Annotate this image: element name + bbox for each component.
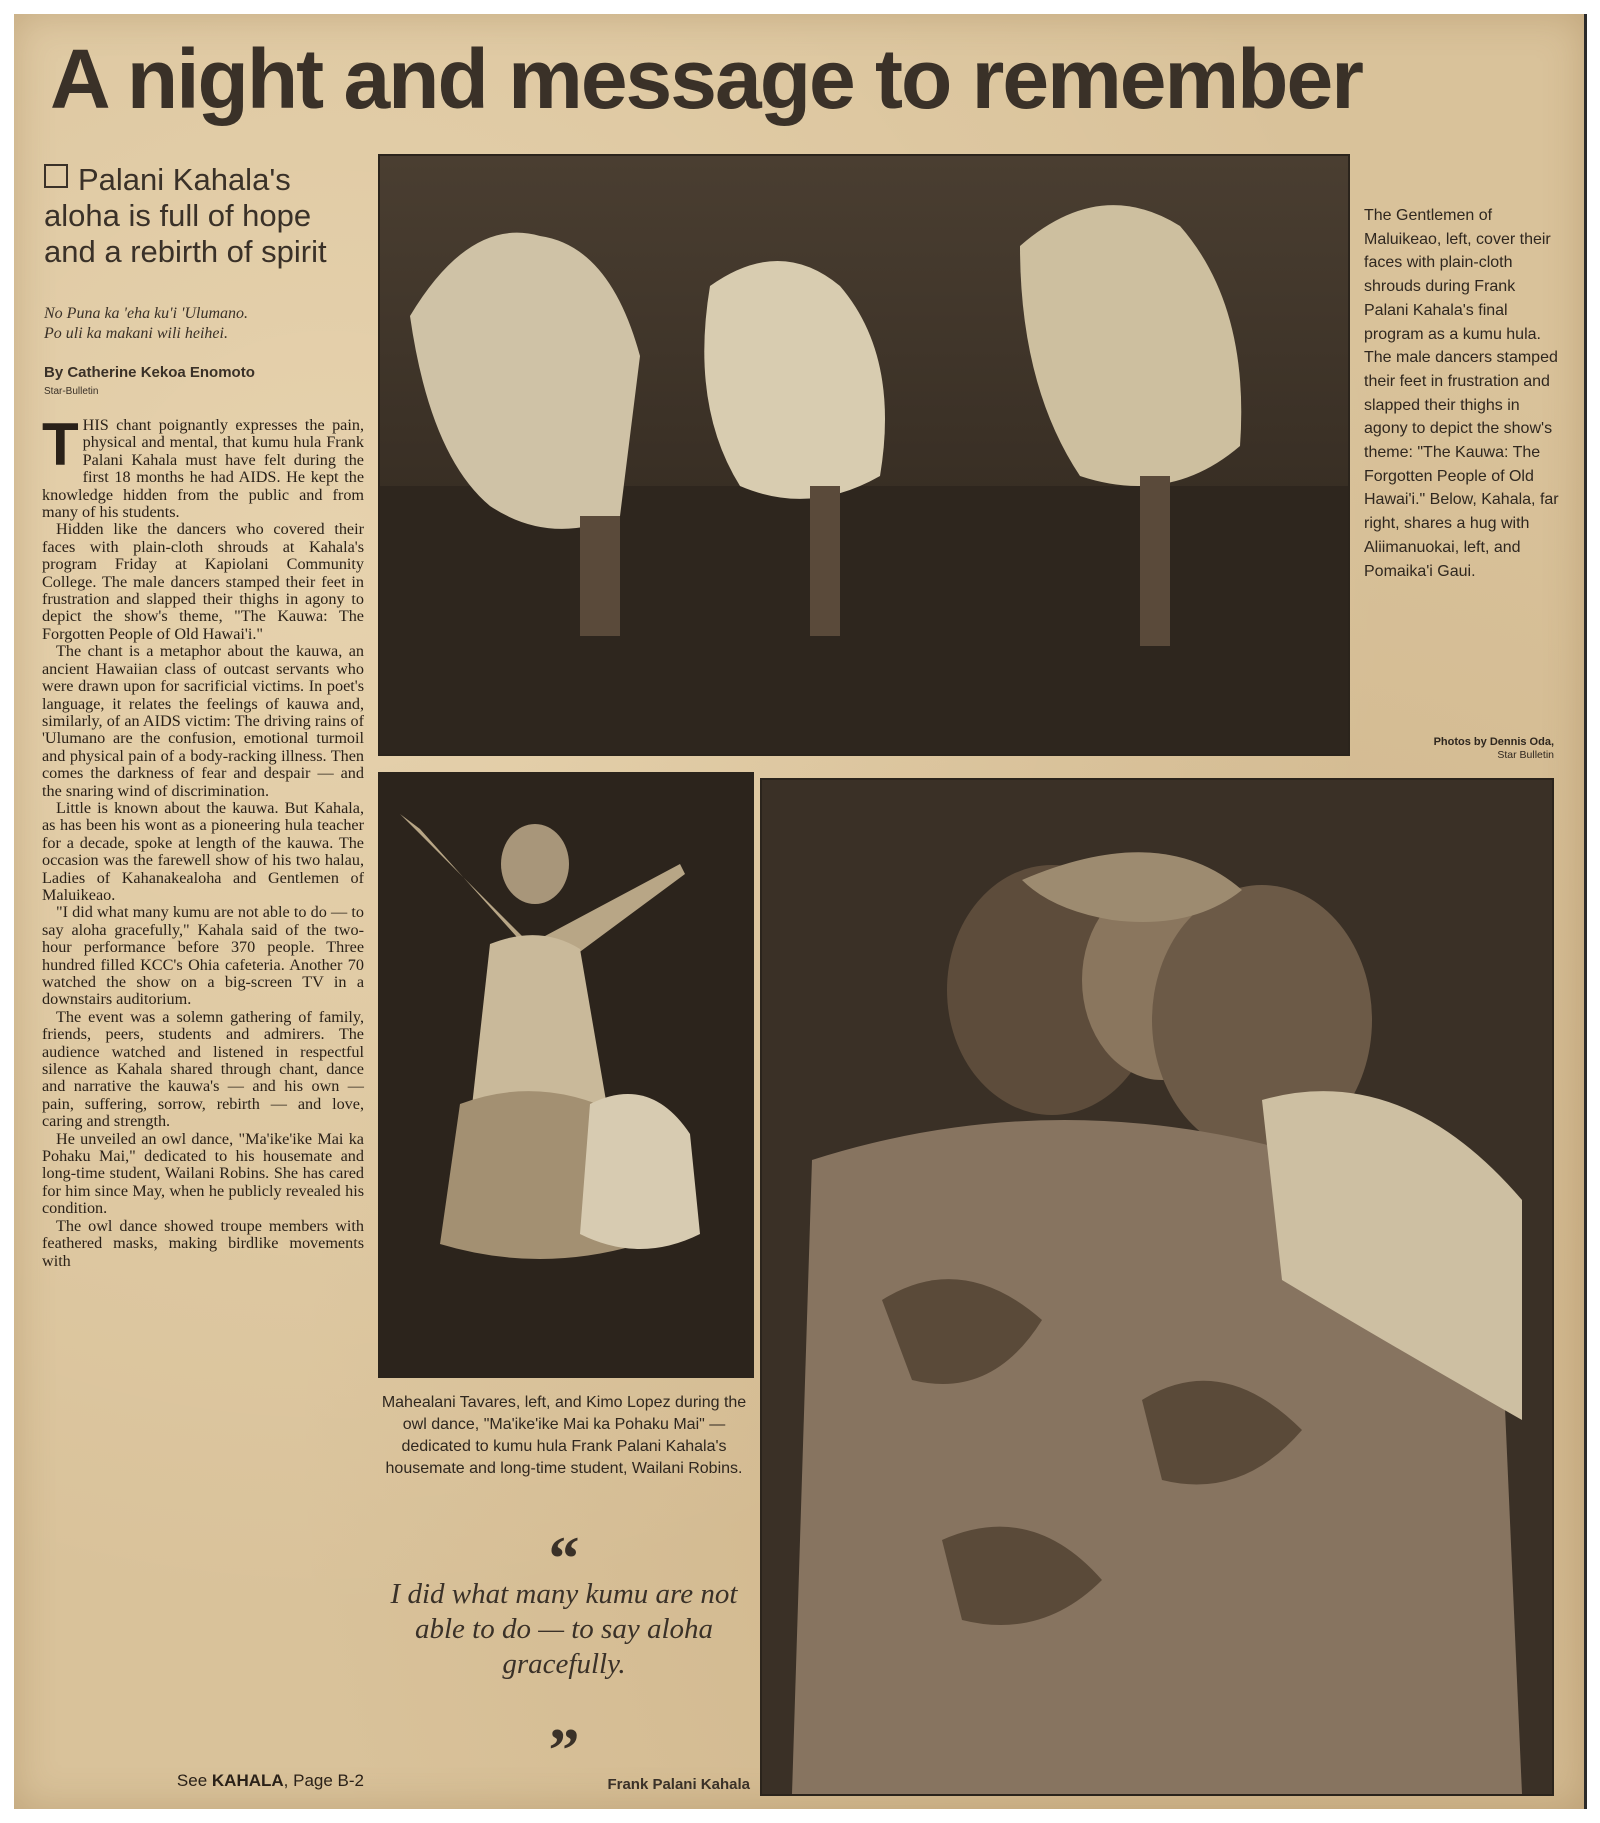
open-quote-mark: “ — [548, 1525, 580, 1593]
pullquote: I did what many kumu are not able to do — to say aloha gracefully. — [390, 1578, 738, 1680]
chant-epigraph — [44, 304, 364, 344]
pullquote-attribution: Frank Palani Kahala — [607, 1776, 750, 1793]
continuation-jump: See KAHALA, Page B-2 — [176, 1771, 364, 1790]
article-paragraph: He unveiled an owl dance, "Ma'ike'ike Mai ka Pohaku Mai," dedicated to his housemate and long-time student, Wailani Robins. She has cared for him since May, when he publicly revealed his condition. — [42, 1129, 364, 1218]
chant-line: No Puna ka 'eha ku'i 'Ulumano. — [44, 305, 249, 322]
jump-keyword: KAHALA — [211, 1771, 284, 1790]
photo-credit: Photos by Dennis Oda, Star Bulletin — [1433, 736, 1554, 761]
square-bullet-icon — [44, 164, 68, 188]
photo-hug-image — [762, 780, 1552, 1794]
article-paragraph: The chant is a metaphor about the kauwa, an ancient Hawaiian class of outcast servants who were drawn upon for sacrificial victims. In poet's language, it relates the feelings of kauwa and, similarly, of an AIDS victim: The driving rains of 'Ulumano are the confusion, emotional turmoil and physical pain of a body-racking illness. Then comes the darkness of fear and despair — and the snaring wind of discrimination. — [42, 642, 364, 800]
article-paragraph: Hidden like the dancers who covered their faces with plain-cloth shrouds at Kahala's program Friday at Kapiolani Community College. The male dancers stamped their feet in frustration and slapped their thighs in agony to depict the show's theme, "The Kauwa: The Forgotten People of Old Hawai'i." — [42, 520, 364, 643]
headline: A night and message to remember — [50, 32, 1362, 126]
article-paragraph: THIS chant poignantly expresses the pain, physical and mental, that kumu hula Frank Palani Kahala must have felt during the first 18 months he had AIDS. He kept the knowledge hidden from the public and from many of his students. — [42, 411, 364, 522]
byline: By Catherine Kekoa Enomoto — [44, 364, 255, 381]
caption-shrouded-dancers: The Gentlemen of Maluikeao, left, cover their faces with plain-cloth shrouds during Frank Palani Kahala's final program as a kumu hula. The male dancers stamped their feet in frustration and slapped their thighs in agony to depict the show's theme: "The Kauwa: The Forgotten People of Old Hawai'i." Below, Kahala, far right, shares a hug with Aliimanuokai, left, and Pomaika'i Gaui. — [1364, 207, 1559, 580]
deck-text: Palani Kahala's aloha is full of hope and a rebirth of spirit — [44, 162, 327, 269]
chant-line: Po uli ka makani wili heihei. — [44, 325, 228, 342]
byline-source: Star-Bulletin — [44, 386, 99, 397]
dropcap: T — [42, 411, 79, 478]
photo-owl-dance — [378, 772, 754, 1378]
article-paragraph: The owl dance showed troupe members with feathered masks, making birdlike movements with — [42, 1216, 364, 1270]
article-paragraph: The event was a solemn gathering of family, friends, peers, students and admirers. The audience watched and listened in respectful silence as Kahala shared through chant, dance and narrative the kauwa's — and his own — pain, suffering, sorrow, rebirth — and love, caring and strength. — [42, 1007, 364, 1131]
deck-subheadline — [44, 162, 364, 270]
caption-owl-dance: Mahealani Tavares, left, and Kimo Lopez during the owl dance, "Ma'ike'ike Mai ka Pohaku Mai" — dedicated to kumu hula Frank Palani Kahala's housemate and long-time student, Wailani Robins. — [381, 1394, 747, 1477]
photo-shrouded-dancers — [378, 154, 1350, 756]
article-body — [42, 411, 364, 1270]
photo-hug — [760, 778, 1554, 1796]
photo-owl-dance-image — [380, 774, 752, 1376]
photo-shrouded-dancers-image — [380, 156, 1348, 754]
close-quote-mark: ” — [548, 1717, 580, 1785]
newspaper-clipping — [14, 14, 1587, 1809]
article-paragraph: Little is known about the kauwa. But Kahala, as has been his wont as a pioneering hula teacher for a decade, spoke at length of the kauwa. The occasion was the farewell show of his two halau, Ladies of Kahanakealoha and Gentlemen of Maluikeao. — [42, 798, 364, 904]
article-paragraph: "I did what many kumu are not able to do — to say aloha gracefully," Kahala said of the two-hour performance before 370 people. Three hundred filled KCC's Ohia cafeteria. Another 70 watched the show on a big-screen TV in a downstairs auditorium. — [42, 903, 364, 1009]
